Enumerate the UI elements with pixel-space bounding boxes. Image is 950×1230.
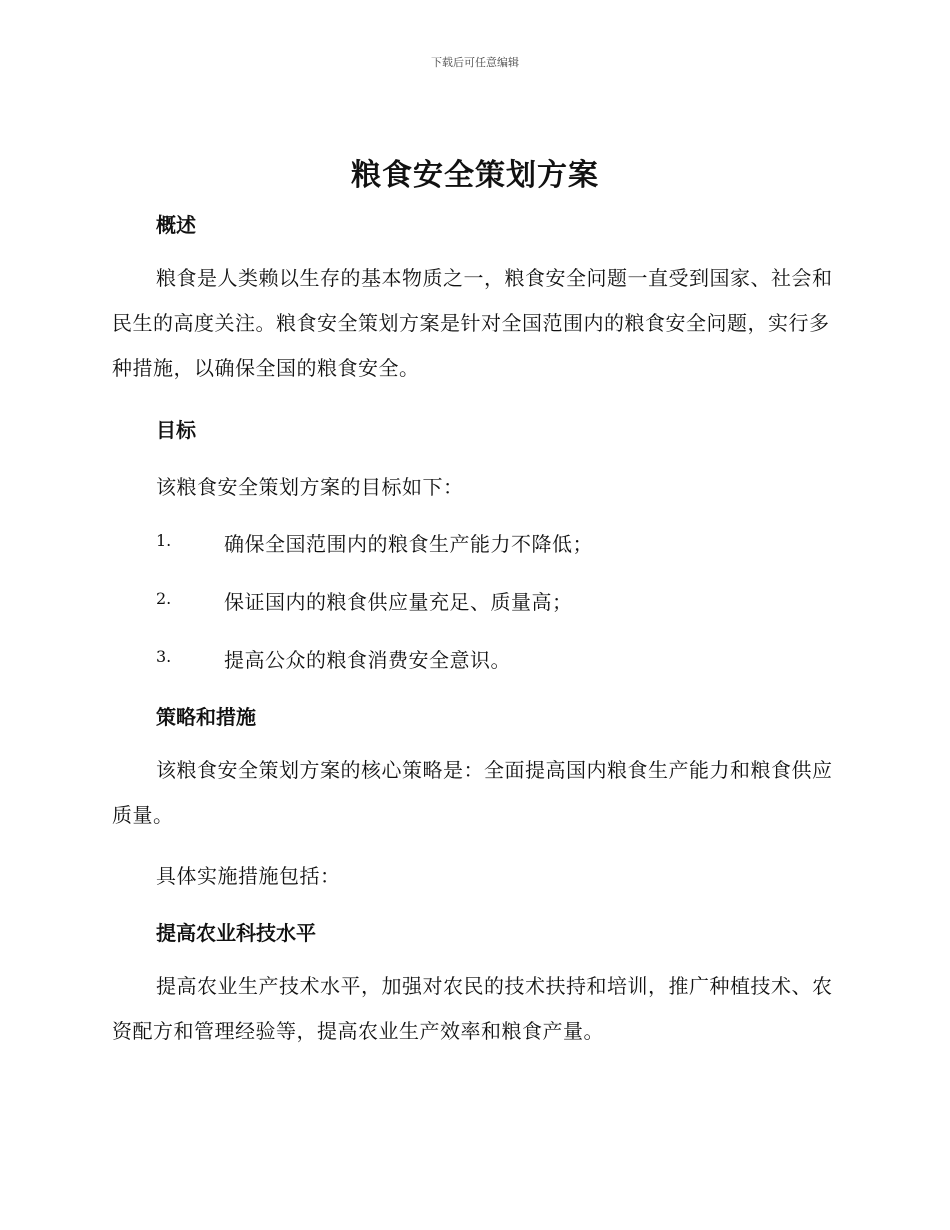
- list-item-number: 1.: [156, 531, 172, 550]
- section-heading-agri-tech: 提高农业科技水平: [156, 921, 316, 945]
- section-heading-goals: 目标: [156, 418, 196, 442]
- list-item-number: 2.: [156, 589, 172, 608]
- header-note: 下载后可任意编辑: [431, 56, 519, 69]
- measures-intro: 具体实施措施包括：: [156, 864, 341, 888]
- list-item-number: 3.: [156, 647, 172, 666]
- list-item-text: 保证国内的粮食供应量充足、质量高；: [224, 590, 573, 614]
- paragraph-overview: 粮食是人类赖以生存的基本物质之一，粮食安全问题一直受到国家、社会和民生的高度关注。粮食安全策划方案是针对全国范围内的粮食安全问题，实行多种措施，以确保全国的粮食安全。: [112, 266, 833, 380]
- goals-intro: 该粮食安全策划方案的目标如下：: [156, 475, 464, 499]
- paragraph-strategy: 该粮食安全策划方案的核心策略是：全面提高国内粮食生产能力和粮食供应质量。: [112, 758, 833, 827]
- list-item-text: 确保全国范围内的粮食生产能力不降低；: [224, 532, 593, 556]
- paragraph-agri-tech: 提高农业生产技术水平，加强对农民的技术扶持和培训，推广种植技术、农资配方和管理经验等，提高农业生产效率和粮食产量。: [112, 974, 833, 1043]
- document-title: 粮食安全策划方案: [351, 158, 599, 193]
- list-item-text: 提高公众的粮食消费安全意识。: [224, 648, 511, 672]
- section-heading-strategy: 策略和措施: [156, 705, 256, 729]
- section-heading-overview: 概述: [156, 213, 196, 237]
